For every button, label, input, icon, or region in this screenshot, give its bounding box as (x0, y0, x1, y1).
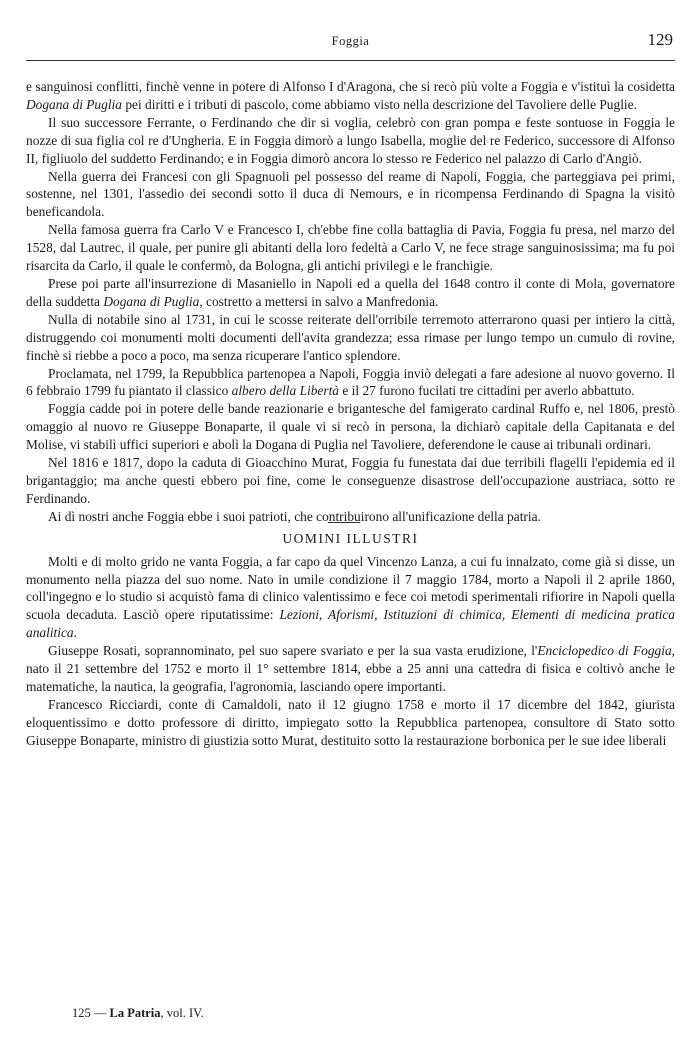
running-title: Foggia (331, 34, 370, 48)
text-run: Nella famosa guerra fra Carlo V e Francesco I, ch'ebbe fine colla battaglia di Pavia, Foggia fu presa, nel marzo del 1528, dal Lautrec, il quale, per punire gli abitanti della loro fedeltà a Carlo V, ne fece strage sanguinosissima; ma fu poi risarcita da Carlo, il quale le confermò, da Bologna, gli antichi privilegi e le franchigie. (26, 222, 675, 274)
page-number: 129 (647, 30, 673, 49)
page-header (26, 30, 675, 61)
section-title: UOMINI ILLUSTRI (282, 530, 419, 546)
paragraph (26, 400, 675, 454)
text-run: e il 27 furono fucilati tre cittadini per averlo abbattuto. (339, 383, 635, 399)
italic-text: albero della Libertà (231, 383, 340, 399)
history-section (26, 78, 675, 526)
paragraph (26, 553, 675, 643)
text-run: Ai dì nostri anche Foggia ebbe i suoi patrioti, che contribuirono all'unificazione della patria. (48, 508, 541, 524)
text-run: e sanguinosi conflitti, finchè venne in potere di Alfonso I d'Aragona, che si recò più volte a Foggia e v'istituì la cosidetta (26, 79, 675, 94)
paragraph (26, 365, 675, 401)
text-run: Proclamata, nel 1799, la Repubblica partenopea a Napoli, Foggia inviò delegati a fare adesione al nuovo governo. Il 6 febbraio 1799 fu piantato il classico (26, 365, 675, 399)
text-run: Il suo successore Ferrante, o Ferdinando che dir si voglia, celebrò con gran pompa e feste sontuose in Foggia le nozze di sua figlia col re d'Ungheria. E in Foggia dimorò a lungo Isabella, moglie del re Federico, successore di Alfonso II, figliuolo del suddetto Ferdinando; e in Foggia dimorò ancora lo stesso re Federico nel palazzo di Carlo d'Angiò. (26, 114, 675, 166)
paragraph (26, 168, 675, 222)
page-footer (72, 1006, 204, 1021)
text-run: Foggia cadde poi in potere delle bande reazionarie e brigantesche del famigerato cardinal Ruffo e, nel 1806, prestò omaggio al nuovo re Giuseppe Bonaparte, il quale vi si recò in persona, la dichiarò capitale della Capitanata e del Molise, vi stabilì uffici superiori e abolì la Dogana di Puglia nel Tavoliere, deferendone le cause ai tribunali ordinari. (26, 401, 675, 453)
paragraph (26, 311, 675, 365)
footer-volume: , vol. IV. (160, 1006, 204, 1020)
text-run: . (73, 625, 77, 641)
italic-text: Lezioni, Aforismi, Istituzioni di chimica, Elementi di medicina pratica analitica (26, 607, 676, 641)
illustrious-men-section (26, 553, 675, 750)
text-run: pei diritti e i tributi di pascolo, come abbiamo visto nella descrizione del Tavoliere delle Puglie. (121, 96, 637, 112)
text-run: Nel 1816 e 1817, dopo la caduta di Gioacchino Murat, Foggia fu funestata dai due terribili flagelli l'epidemia ed il brigantaggio; ma anche questi ebbero poi fine, come le conseguenze disastrose dell'occupazione austriaca, sotto re Ferdinando. (26, 455, 675, 506)
text-run: Prese poi parte all'insurrezione di Masaniello in Napoli ed a quella del 1648 contro il conte di Mola, governatore della suddetta (26, 275, 675, 309)
text-run: , costretto a mettersi in salvo a Manfredonia. (199, 293, 439, 309)
paragraph (26, 114, 675, 168)
paragraph (26, 275, 675, 311)
paragraph (26, 454, 675, 508)
text-run: Francesco Ricciardi, conte di Camaldoli, nato il 12 giugno 1758 e morto il 17 dicembre del 1842, giurista eloquentissimo e dotto professore di diritto, impiegato sotto la Repubblica partenopea, consultore di Stato sotto Giuseppe Bonaparte, ministro di giustizia sotto Murat, destituito sotto la restaurazione borbonica per le sue idee liberali (26, 696, 675, 748)
text-run: Giuseppe Rosati, soprannominato, pel suo sapere svariato e per la sua vasta erudizione, l' (48, 643, 538, 659)
paragraph (26, 78, 675, 114)
text-run: Molti e di molto grido ne vanta Foggia, a far capo da quel Vincenzo Lanza, a cui fu innalzato, come già si disse, un monumento nella piazza del suo nome. Nato in umile condizione il 7 maggio 1784, morto a Napoli il 2 aprile 1860, coll'ingegno e lo studio si acquistò fama di clinico valentissimo e fece coi metodi sperimentali rifiorire in Napoli quella scuola decaduta. Lasciò opere riputatissime: (26, 553, 675, 623)
italic-text: Dogana di Puglia (103, 293, 200, 309)
italic-text: Enciclopedico di Foggia (537, 643, 672, 659)
paragraph (26, 642, 675, 696)
footer-publication-title: La Patria (109, 1006, 161, 1020)
text-run: , nato il 21 settembre del 1752 e morto il 1° settembre 1814, ebbe a 25 anni una cattedra di fisica e coltivò anche le matematiche, la nautica, la geografia, l'agronomia, lasciando opere importanti. (26, 643, 675, 694)
text-run: Nulla di notabile sino al 1731, in cui le scosse reiterate dell'orribile terremoto atterrarono quasi per intiero la città, distruggendo coi monumenti molti documenti dell'avita grandezza; essa rimase per lungo tempo un cumulo di rovine, finchè si riebbe a poco a poco, ma senza ricuperare l'antico splendore. (26, 311, 675, 363)
text-run: Nella guerra dei Francesi con gli Spagnuoli pel possesso del reame di Napoli, Foggia, che parteggiava pei primi, sostenne, nel 1301, l'assedio dei secondi sotto il duca di Nemours, e in ricompensa Ferdinando di Spagna la visitò beneficandola. (26, 168, 675, 220)
footer-signature: 125 — (72, 1006, 110, 1020)
paragraph (26, 508, 675, 526)
italic-text: Dogana di Puglia (26, 96, 122, 112)
paragraph (26, 221, 675, 275)
page-body (26, 78, 675, 750)
paragraph (26, 696, 675, 750)
